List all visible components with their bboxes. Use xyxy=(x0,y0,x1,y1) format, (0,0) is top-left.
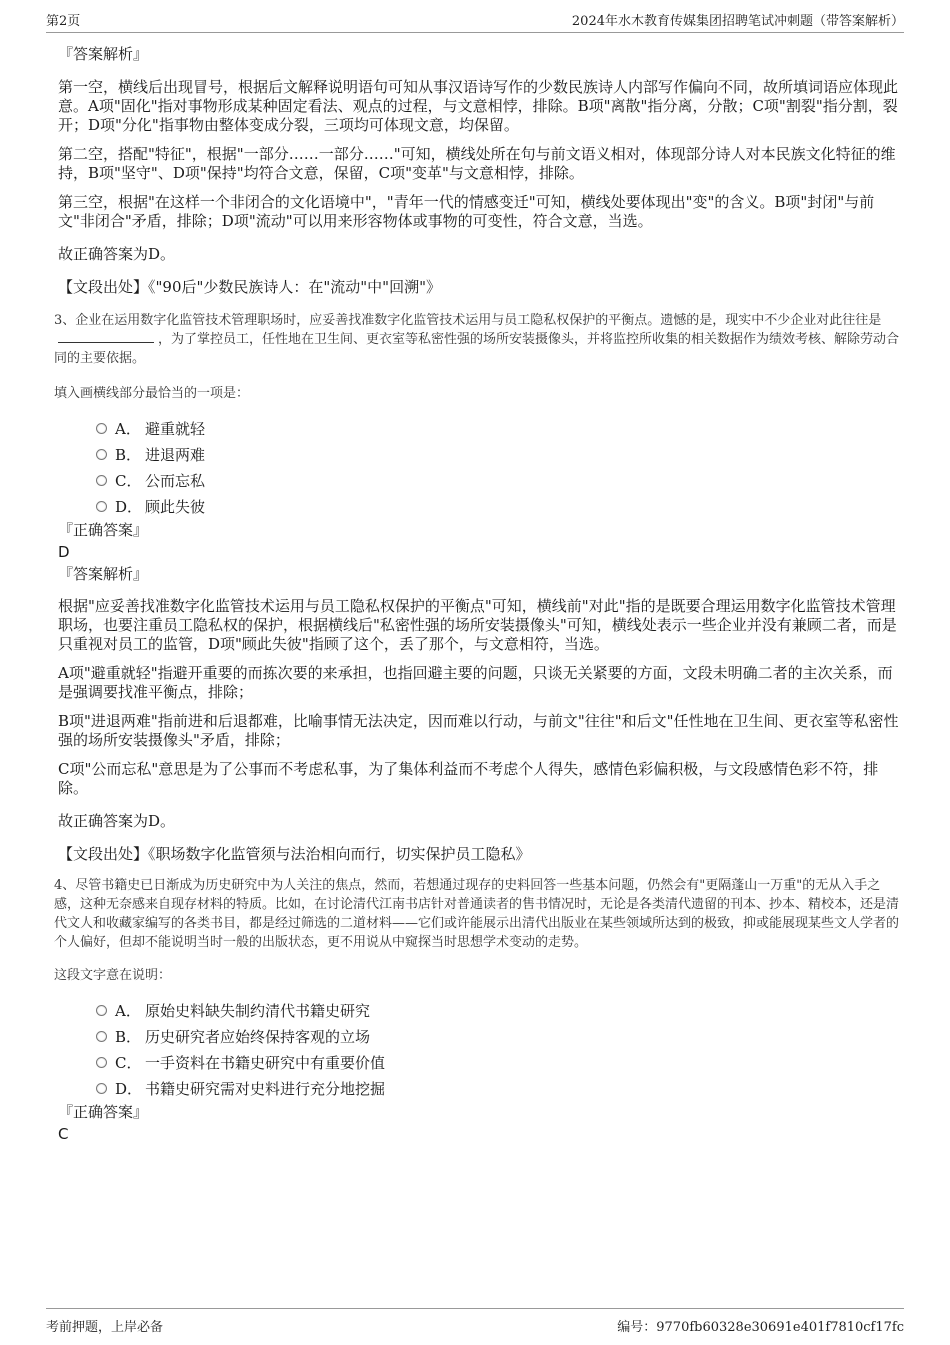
document-title: 2024年水木教育传媒集团招聘笔试冲刺题（带答案解析） xyxy=(571,14,904,29)
q2-analysis xyxy=(54,78,902,297)
answer-blank xyxy=(58,330,154,343)
option-a[interactable]: A． 原始史料缺失制约清代书籍史研究 xyxy=(96,997,902,1023)
question-prompt: 这段文字意在说明： xyxy=(54,968,172,983)
footer-slogan: 考前押题，上岸必备 xyxy=(46,1320,164,1335)
document-id: 编号：9770fb60328e30691e401f7810cf17fc xyxy=(617,1320,904,1335)
radio-button[interactable] xyxy=(96,1057,107,1068)
correct-answer: C xyxy=(58,1125,69,1143)
option-b[interactable]: B． 历史研究者应始终保持客观的立场 xyxy=(96,1023,902,1049)
question-3 xyxy=(54,311,902,864)
radio-button[interactable] xyxy=(96,1083,107,1094)
radio-button[interactable] xyxy=(96,1005,107,1016)
option-list xyxy=(96,415,902,519)
question-text: 4、尽管书籍史已日渐成为历史研究中为人关注的焦点，然而，若想通过现存的史料回答一些基本问题，仍然会有"更隔蓬山一万重"的无从入手之感，这种无奈感来自现存材料的特质。比如，在讨论清代江南书店针对普通读者的售书情况时，无论是各类清代遗留的刊本、抄本、精校本，还是清代文人和收藏家编写的各类书目，都是经过筛选的二道材料——它们或许能展示出清代出版业在某些领域所达到的极致，抑或能展现某些文人学者的个人偏好，但却不能说明当时一般的出版状态，更不用说从中窥探当时思想学术变动的走势。 xyxy=(54,878,900,950)
radio-button[interactable] xyxy=(96,475,107,486)
analysis-paragraph: 根据"应妥善找准数字化监管技术运用与员工隐私权保护的平衡点"可知，横线前"对此"指的是既要合理运用数字化监管技术管理职场，也要注重员工隐私权的保护，根据横线后"私密性强的场所安装摄像头"可知，横线处表示一些企业并没有兼顾二者，而是只重视对员工的监管，D项"顾此失彼"指顾了这个，丢了那个，与文意相符，当选。 xyxy=(58,597,897,653)
analysis-paragraph: A项"避重就轻"指避开重要的而拣次要的来承担，也指回避主要的问题，只谈无关紧要的方面，文段未明确二者的主次关系，而是强调要找准平衡点，排除； xyxy=(58,664,893,701)
analysis-heading: 『答案解析』 xyxy=(58,565,149,583)
option-a[interactable]: A． 避重就轻 xyxy=(96,415,902,441)
answer-heading: 『正确答案』 xyxy=(58,1103,149,1121)
analysis-paragraph: 故正确答案为D。 xyxy=(58,812,176,830)
correct-answer: D xyxy=(58,543,70,561)
question-4 xyxy=(54,876,902,1143)
q2-analysis-heading: 『答案解析』 xyxy=(58,45,149,63)
radio-button[interactable] xyxy=(96,501,107,512)
option-d[interactable]: D． 顾此失彼 xyxy=(96,493,902,519)
analysis-paragraph: 第一空，横线后出现冒号，根据后文解释说明语句可知从事汉语诗写作的少数民族诗人内部写作偏向不同，故所填词语应体现此意。A项"固化"指对事物形成某种固定看法、观点的过程，与文意相悖，排除。B项"离散"指分离，分散；C项"割裂"指分割，裂开；D项"分化"指事物由整体变成分裂，三项均可体现文意，均保留。 xyxy=(58,78,899,134)
page-number: 第2页 xyxy=(46,14,81,29)
q3-analysis xyxy=(54,597,902,864)
answer-heading: 『正确答案』 xyxy=(58,521,149,539)
page-header xyxy=(46,10,904,33)
question-text xyxy=(54,311,902,368)
radio-button[interactable] xyxy=(96,1031,107,1042)
radio-button[interactable] xyxy=(96,423,107,434)
option-list xyxy=(96,997,902,1101)
analysis-paragraph: 第二空，搭配"特征"，根据"一部分……一部分……"可知，横线处所在句与前文语义相对，体现部分诗人对本民族文化特征的维持，B项"坚守"、D项"保持"均符合文意，保留，C项"变革"与文意相悖，排除。 xyxy=(58,145,896,182)
question-text-part2: ，为了掌控员工，任性地在卫生间、更衣室等私密性强的场所安装摄像头，并将监控所收集的相关数据作为绩效考核、解除劳动合同的主要依据。 xyxy=(54,332,900,366)
analysis-paragraph: 第三空，根据"在这样一个非闭合的文化语境中"，"青年一代的情感变迁"可知，横线处要体现出"变"的含义。B项"封闭"与前文"非闭合"矛盾，排除；D项"流动"可以用来形容物体或事物的可变性，符合文意，当选。 xyxy=(58,193,875,230)
option-b[interactable]: B． 进退两难 xyxy=(96,441,902,467)
analysis-paragraph: B项"进退两难"指前进和后退都难，比喻事情无法决定，因而难以行动，与前文"往往"和后文"任性地在卫生间、更衣室等私密性强的场所安装摄像头"矛盾，排除； xyxy=(58,712,899,749)
question-text-part1: 3、企业在运用数字化监管技术管理职场时，应妥善找准数字化监管技术运用与员工隐私权保护的平衡点。遗憾的是，现实中不少企业对此往往是 xyxy=(54,313,882,328)
source-citation: 【文段出处】《职场数字化监管须与法治相向而行，切实保护员工隐私》 xyxy=(58,845,531,863)
option-c[interactable]: C． 一手资料在书籍史研究中有重要价值 xyxy=(96,1049,902,1075)
source-citation: 【文段出处】《"90后"少数民族诗人：在"流动"中"回溯"》 xyxy=(58,278,441,296)
analysis-paragraph: 故正确答案为D。 xyxy=(58,245,176,263)
radio-button[interactable] xyxy=(96,449,107,460)
option-c[interactable]: C． 公而忘私 xyxy=(96,467,902,493)
question-prompt: 填入画横线部分最恰当的一项是： xyxy=(54,386,250,401)
page-content xyxy=(54,44,902,1147)
analysis-paragraph: C项"公而忘私"意思是为了公事而不考虑私事，为了集体利益而不考虑个人得失，感情色彩偏积极，与文段感情色彩不符，排除。 xyxy=(58,760,879,797)
page-footer xyxy=(46,1308,904,1335)
option-d[interactable]: D． 书籍史研究需对史料进行充分地挖掘 xyxy=(96,1075,902,1101)
